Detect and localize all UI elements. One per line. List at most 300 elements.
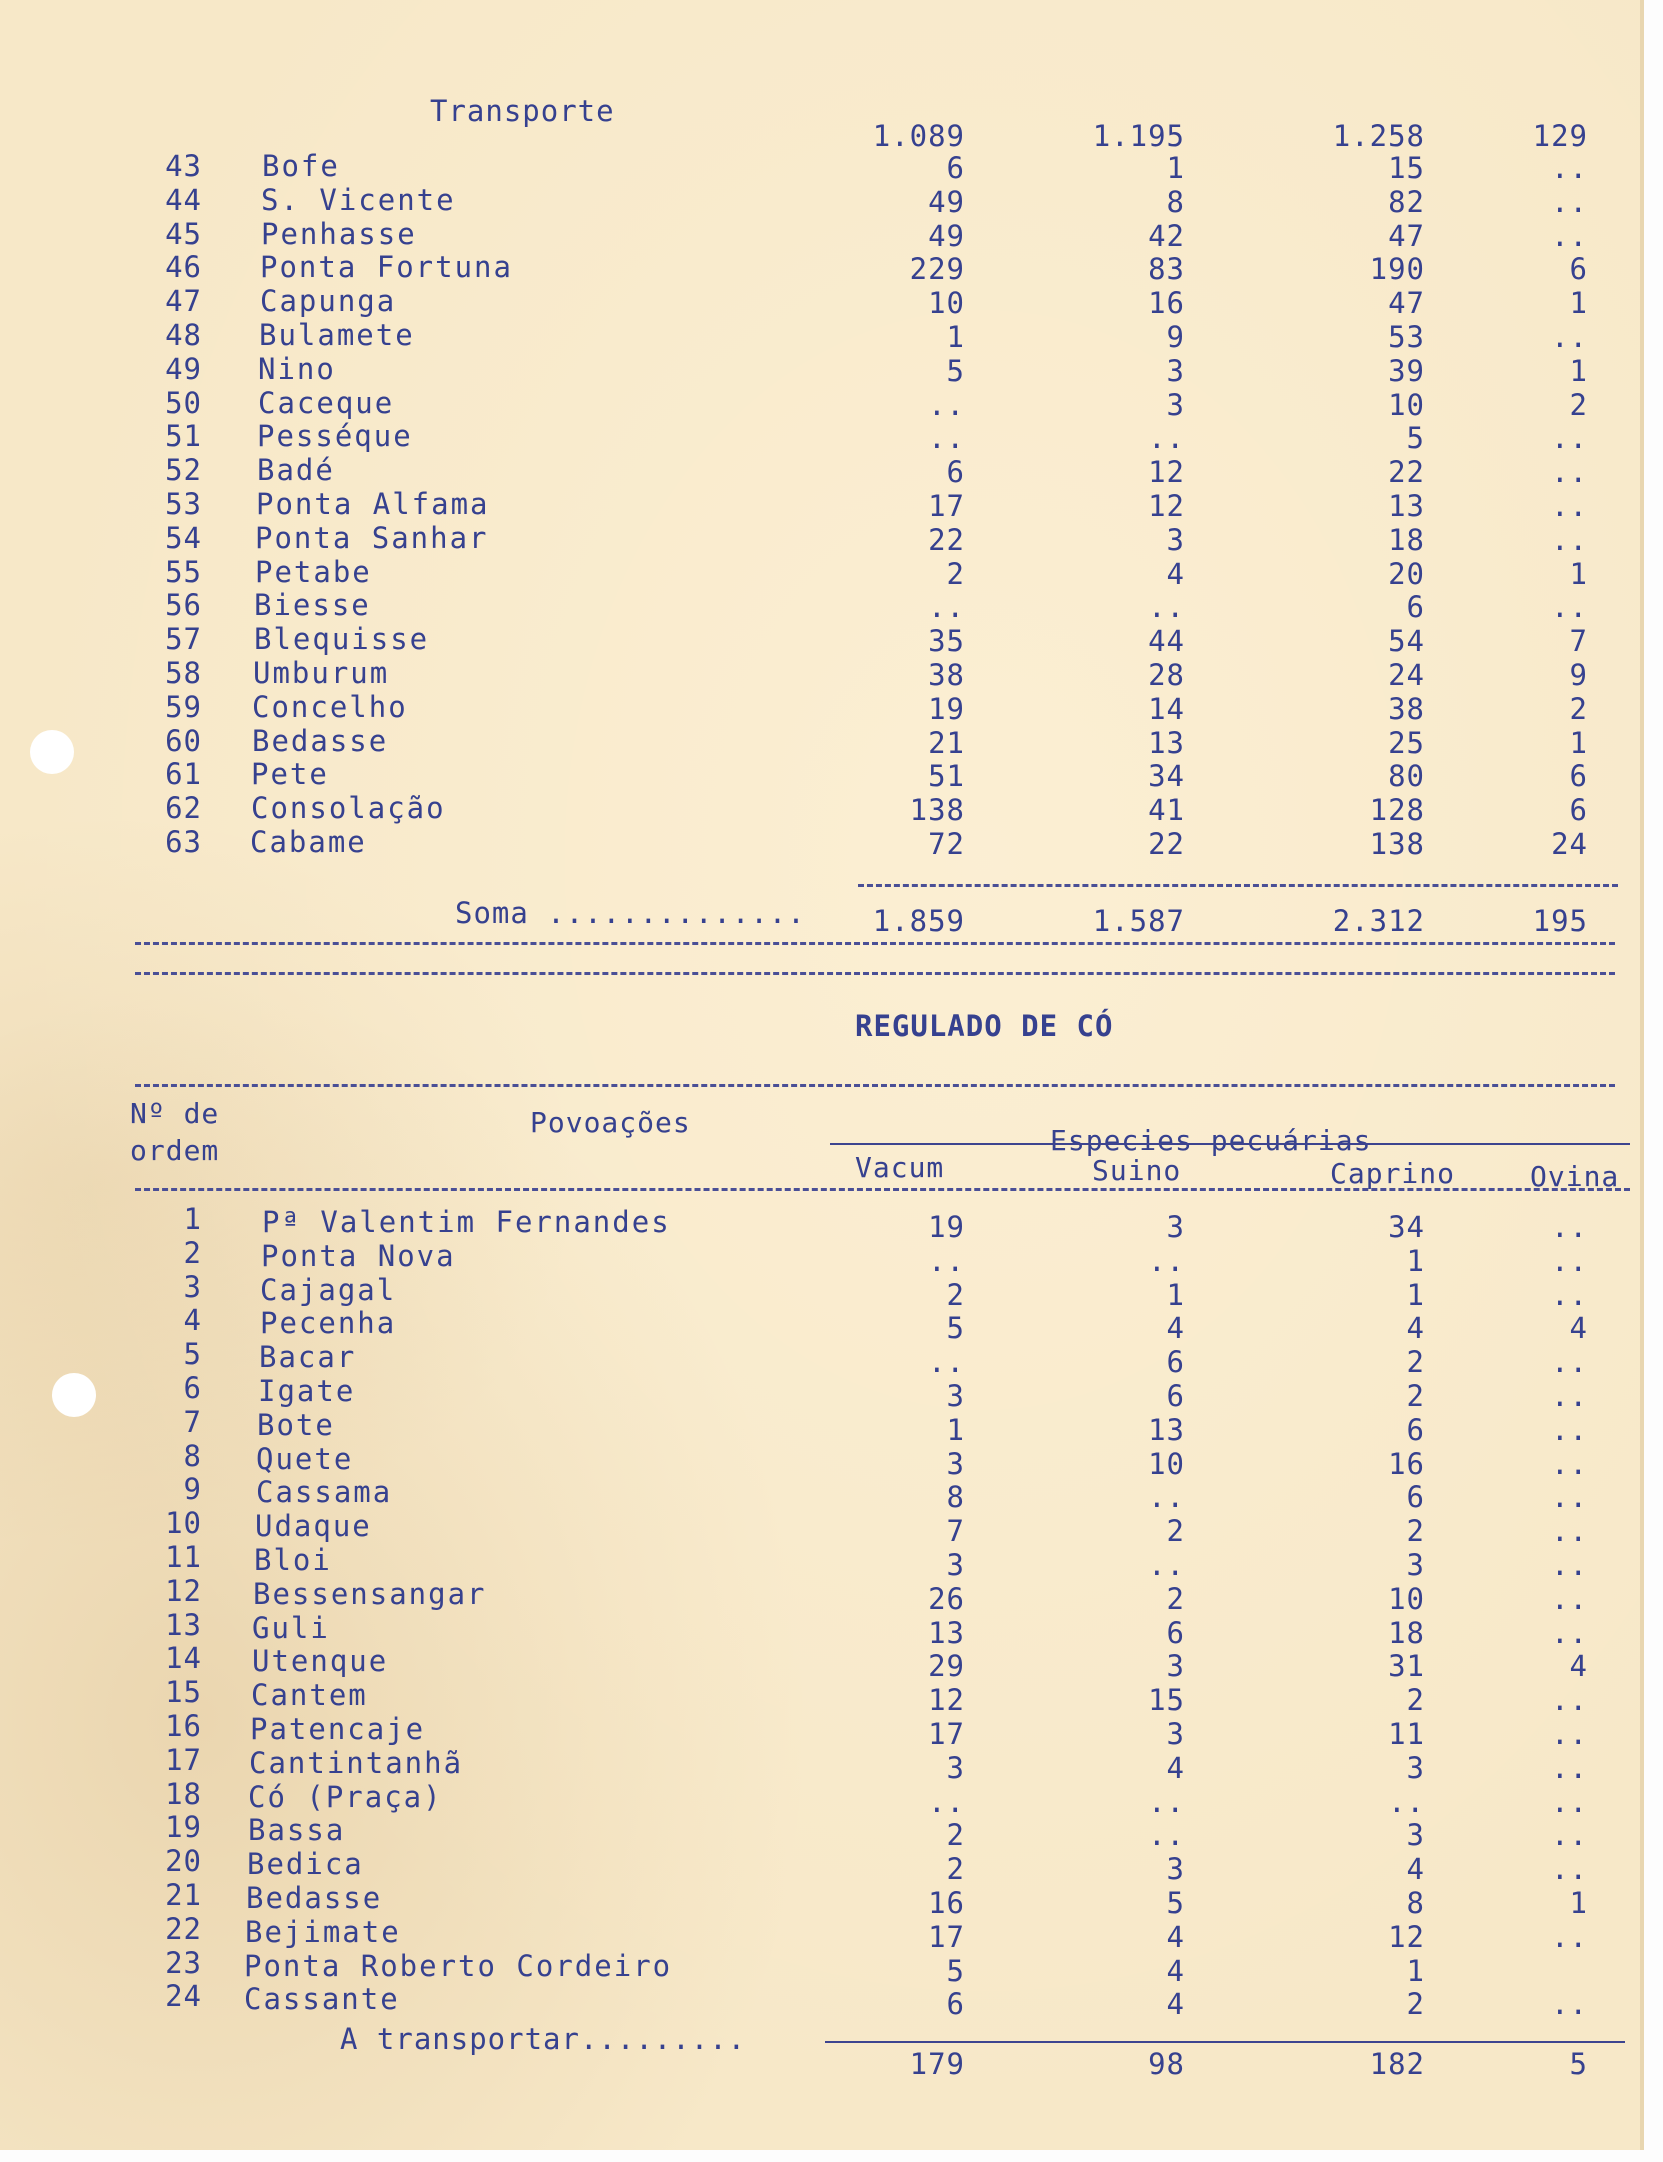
row-value-col2: 6: [1166, 1379, 1185, 1413]
settlement-name: Bejimate: [245, 1914, 401, 1949]
settlement-name: Utenque: [252, 1644, 389, 1679]
row-value-col3: 2: [1406, 1514, 1425, 1549]
row-value-col4: 7: [1569, 624, 1588, 659]
row-value-col4: ..: [1551, 1784, 1588, 1819]
header-col-suino: Suino: [1092, 1154, 1182, 1187]
transport-total-col1: 1.089: [872, 119, 965, 153]
row-number: 4: [183, 1303, 202, 1338]
row-value-col4: ..: [1551, 522, 1588, 557]
header-bottom-rule: [135, 1188, 1630, 1191]
row-number: 11: [165, 1540, 202, 1574]
row-value-col1: 5: [946, 353, 965, 388]
row-value-col4: ..: [1551, 1446, 1588, 1481]
row-number: 8: [183, 1438, 202, 1473]
row-number: 59: [165, 689, 202, 724]
row-value-col2: 4: [1166, 1750, 1185, 1785]
row-number: 62: [165, 791, 202, 826]
settlement-name: Nino: [258, 351, 336, 386]
row-value-col4: 24: [1551, 827, 1588, 861]
header-ordem: ordem: [130, 1134, 220, 1167]
row-value-col1: 10: [928, 286, 965, 321]
row-number: 57: [165, 622, 202, 657]
settlement-name: Petabe: [255, 554, 372, 589]
row-value-col1: 2: [946, 1852, 965, 1887]
settlement-name: Ponta Fortuna: [260, 250, 513, 285]
row-value-col2: 3: [1166, 353, 1185, 388]
row-value-col1: ..: [928, 1243, 965, 1278]
settlement-name: Bessensangar: [253, 1576, 487, 1611]
row-value-col1: 2: [946, 1818, 965, 1853]
row-value-col2: ..: [1148, 1243, 1185, 1278]
row-value-col3: 47: [1388, 286, 1425, 321]
row-value-col1: 12: [928, 1683, 965, 1718]
transportar-total-col2: 98: [1148, 2047, 1185, 2081]
row-value-col1: ..: [928, 421, 965, 456]
row-value-col4: 6: [1569, 793, 1588, 828]
header-col-vacum: Vacum: [855, 1151, 945, 1184]
row-value-col4: 1: [1569, 556, 1588, 591]
row-number: 22: [165, 1911, 202, 1946]
row-value-col4: ..: [1551, 1379, 1588, 1413]
row-number: 3: [183, 1269, 202, 1304]
row-value-col3: 190: [1369, 252, 1425, 287]
settlement-name: Ponta Nova: [261, 1238, 456, 1273]
row-value-col4: ..: [1551, 489, 1588, 523]
row-value-col2: ..: [1148, 1480, 1185, 1515]
row-value-col4: ..: [1551, 1581, 1588, 1616]
row-value-col4: 6: [1569, 252, 1588, 287]
settlement-name: Udaque: [255, 1509, 372, 1544]
sum-rule: [858, 884, 1618, 887]
row-value-col4: ..: [1551, 1345, 1588, 1380]
row-value-col3: 5: [1406, 421, 1425, 456]
row-value-col2: 4: [1166, 1987, 1185, 2022]
header-povoacoes: Povoações: [530, 1106, 691, 1139]
row-value-col1: 17: [928, 489, 965, 523]
row-value-col2: 4: [1166, 1953, 1185, 1988]
row-value-col1: 2: [946, 1277, 965, 1312]
row-value-col2: 15: [1148, 1683, 1185, 1718]
settlement-name: Igate: [258, 1374, 356, 1408]
settlement-name: Caceque: [258, 385, 395, 420]
row-value-col2: ..: [1148, 1784, 1185, 1819]
row-value-col2: 13: [1148, 1412, 1185, 1447]
row-number: 55: [165, 554, 202, 589]
settlement-name: Bloi: [254, 1543, 332, 1577]
settlement-name: Bedica: [247, 1847, 364, 1882]
row-value-col1: 29: [928, 1649, 965, 1684]
row-value-col1: 3: [946, 1379, 965, 1413]
row-number: 14: [165, 1641, 202, 1676]
row-value-col4: 2: [1569, 691, 1588, 726]
row-value-col2: 2: [1166, 1581, 1185, 1616]
row-number: 15: [165, 1675, 202, 1710]
row-value-col2: 34: [1148, 759, 1185, 794]
row-value-col2: 2: [1166, 1514, 1185, 1549]
row-value-col4: 4: [1569, 1311, 1588, 1346]
row-value-col2: 3: [1166, 387, 1185, 422]
row-number: 16: [165, 1709, 202, 1743]
settlement-name: Consolação: [251, 791, 446, 826]
row-value-col3: 18: [1388, 522, 1425, 557]
settlement-name: Bacar: [259, 1340, 357, 1375]
row-value-col1: 16: [928, 1886, 965, 1920]
row-value-col4: ..: [1551, 1277, 1588, 1312]
row-value-col3: 54: [1388, 624, 1425, 659]
row-value-col2: 3: [1166, 1210, 1185, 1244]
row-number: 20: [165, 1844, 202, 1879]
soma-label: Soma ..............: [455, 896, 806, 930]
soma-total-col2: 1.587: [1092, 904, 1185, 938]
row-value-col1: 13: [928, 1615, 965, 1650]
row-value-col3: 12: [1388, 1919, 1425, 1954]
settlement-name: Ponta Sanhar: [255, 520, 489, 555]
row-value-col1: 35: [928, 624, 965, 659]
row-value-col3: 6: [1406, 590, 1425, 625]
settlement-name: Ponta Roberto Cordeiro: [244, 1948, 673, 1983]
row-value-col1: ..: [928, 1345, 965, 1380]
transportar-total-col4: 5: [1569, 2047, 1588, 2081]
row-value-col1: 8: [946, 1480, 965, 1515]
row-value-col3: 2: [1406, 1683, 1425, 1718]
row-value-col2: 1: [1166, 151, 1185, 185]
row-value-col3: 8: [1406, 1886, 1425, 1920]
row-value-col1: 3: [946, 1548, 965, 1582]
row-value-col1: ..: [928, 590, 965, 625]
row-number: 13: [165, 1607, 202, 1642]
row-value-col1: ..: [928, 387, 965, 422]
row-number: 63: [165, 825, 202, 859]
row-value-col2: ..: [1148, 421, 1185, 456]
row-number: 58: [165, 656, 202, 690]
settlement-name: S. Vicente: [261, 182, 456, 217]
row-value-col4: ..: [1551, 1818, 1588, 1853]
row-value-col2: 3: [1166, 1852, 1185, 1887]
row-value-col1: 51: [928, 759, 965, 794]
row-value-col3: 24: [1388, 658, 1425, 692]
row-value-col1: ..: [928, 1784, 965, 1819]
row-value-col1: 229: [909, 252, 965, 287]
row-value-col4: ..: [1551, 1919, 1588, 1954]
row-value-col1: 17: [928, 1919, 965, 1954]
row-value-col2: 5: [1166, 1886, 1185, 1920]
row-number: 19: [165, 1810, 202, 1845]
settlement-name: Capunga: [260, 284, 397, 319]
row-number: 51: [165, 419, 202, 454]
transportar-total-col1: 179: [909, 2047, 965, 2081]
row-value-col2: 6: [1166, 1615, 1185, 1650]
row-value-col4: ..: [1551, 1548, 1588, 1582]
row-value-col1: 5: [946, 1311, 965, 1346]
row-value-col2: 3: [1166, 522, 1185, 557]
row-value-col2: 4: [1166, 1311, 1185, 1346]
row-value-col3: 6: [1406, 1412, 1425, 1447]
row-value-col2: 14: [1148, 691, 1185, 726]
settlement-name: Bedasse: [246, 1881, 383, 1915]
settlement-name: Quete: [256, 1441, 354, 1476]
row-value-col4: ..: [1551, 1514, 1588, 1549]
settlement-name: Bedasse: [252, 723, 389, 758]
row-value-col4: ..: [1551, 1615, 1588, 1650]
row-value-col3: 2: [1406, 1379, 1425, 1413]
row-value-col1: 6: [946, 1987, 965, 2022]
settlement-name: Bulamete: [259, 318, 415, 352]
row-value-col4: ..: [1551, 421, 1588, 456]
row-value-col2: 3: [1166, 1717, 1185, 1751]
settlement-name: Badé: [257, 453, 335, 488]
row-number: 61: [165, 757, 202, 792]
settlement-name: Cassante: [244, 1982, 400, 2017]
row-value-col4: ..: [1551, 1683, 1588, 1718]
row-value-col4: 1: [1569, 286, 1588, 321]
row-value-col3: 6: [1406, 1480, 1425, 1515]
row-number: 17: [165, 1742, 202, 1777]
row-value-col3: 39: [1388, 353, 1425, 388]
row-value-col3: 1: [1406, 1243, 1425, 1278]
row-value-col4: 1: [1569, 353, 1588, 388]
transport-total-col3: 1.258: [1332, 119, 1425, 153]
row-value-col3: 1: [1406, 1277, 1425, 1312]
soma-total-col3: 2.312: [1332, 904, 1425, 938]
transport-total-col2: 1.195: [1092, 119, 1185, 153]
row-value-col3: 1: [1406, 1953, 1425, 1988]
row-value-col4: 2: [1569, 387, 1588, 422]
row-value-col2: ..: [1148, 590, 1185, 625]
row-value-col4: 4: [1569, 1649, 1588, 1684]
row-value-col3: 38: [1388, 691, 1425, 726]
row-value-col1: 19: [928, 691, 965, 726]
row-value-col3: 13: [1388, 489, 1425, 523]
header-col-ovina: Ovina: [1530, 1160, 1620, 1193]
row-value-col1: 22: [928, 522, 965, 557]
row-number: 21: [165, 1878, 202, 1912]
settlement-name: Cabame: [250, 825, 367, 859]
row-value-col4: ..: [1551, 1243, 1588, 1278]
header-top-rule: [135, 1084, 1615, 1087]
row-value-col2: 6: [1166, 1345, 1185, 1380]
settlement-name: Umburum: [253, 656, 390, 690]
row-value-col3: 3: [1406, 1818, 1425, 1853]
row-value-col3: 3: [1406, 1750, 1425, 1785]
row-value-col2: 12: [1148, 489, 1185, 523]
header-col-caprino: Caprino: [1330, 1157, 1456, 1190]
row-value-col4: ..: [1551, 1480, 1588, 1515]
row-value-col3: 18: [1388, 1615, 1425, 1650]
transport-label: Transporte: [430, 94, 615, 128]
row-value-col1: 5: [946, 1953, 965, 1988]
settlement-name: Concelho: [252, 689, 408, 724]
settlement-name: Cassama: [256, 1475, 393, 1510]
row-number: 44: [165, 182, 202, 217]
row-value-col3: 22: [1388, 455, 1425, 490]
row-value-col1: 26: [928, 1581, 965, 1616]
row-value-col3: 138: [1369, 827, 1425, 861]
row-number: 47: [165, 284, 202, 319]
row-value-col3: 34: [1388, 1210, 1425, 1244]
row-value-col2: ..: [1148, 1818, 1185, 1853]
header-especies: Especies pecuárias: [1050, 1124, 1372, 1157]
row-value-col3: 4: [1406, 1852, 1425, 1887]
row-number: 50: [165, 385, 202, 420]
row-value-col2: 28: [1148, 658, 1185, 692]
settlement-name: Ponta Alfama: [256, 487, 490, 521]
row-value-col4: ..: [1551, 590, 1588, 625]
row-number: 23: [165, 1945, 202, 1980]
settlement-name: Pesséque: [257, 419, 413, 454]
row-value-col4: ..: [1551, 184, 1588, 219]
row-value-col1: 7: [946, 1514, 965, 1549]
row-value-col3: 11: [1388, 1717, 1425, 1751]
row-value-col1: 3: [946, 1750, 965, 1785]
row-value-col1: 49: [928, 218, 965, 253]
row-value-col1: 38: [928, 658, 965, 692]
row-value-col4: ..: [1551, 218, 1588, 253]
row-value-col4: ..: [1551, 1717, 1588, 1751]
row-value-col2: 83: [1148, 252, 1185, 287]
row-number: 54: [165, 520, 202, 555]
row-number: 1: [183, 1202, 202, 1236]
settlement-name: Guli: [252, 1610, 330, 1645]
settlement-name: Có (Praça): [248, 1779, 443, 1814]
settlement-name: Patencaje: [250, 1712, 426, 1746]
row-value-col3: ..: [1388, 1784, 1425, 1819]
row-number: 12: [165, 1573, 202, 1608]
row-value-col3: 4: [1406, 1311, 1425, 1346]
row-number: 45: [165, 216, 202, 251]
row-number: 5: [183, 1337, 202, 1372]
row-value-col2: 9: [1166, 320, 1185, 354]
transportar-label: A transportar.........: [340, 2022, 747, 2056]
settlement-name: Penhasse: [261, 216, 417, 251]
row-value-col1: 72: [928, 827, 965, 861]
row-value-col3: 25: [1388, 725, 1425, 760]
settlement-name: Bote: [257, 1407, 335, 1442]
row-value-col3: 10: [1388, 1581, 1425, 1616]
row-number: 49: [165, 351, 202, 386]
row-value-col2: 8: [1166, 184, 1185, 219]
row-value-col1: 3: [946, 1446, 965, 1481]
row-number: 7: [183, 1404, 202, 1439]
row-value-col1: 49: [928, 184, 965, 219]
settlement-name: Bassa: [248, 1813, 346, 1848]
row-value-col3: 47: [1388, 218, 1425, 253]
row-number: 60: [165, 723, 202, 758]
transport-total-col4: 129: [1532, 119, 1588, 153]
header-ordem: Nº de: [130, 1097, 220, 1130]
punch-hole: [52, 1373, 96, 1417]
row-value-col3: 31: [1388, 1649, 1425, 1684]
row-value-col1: 6: [946, 151, 965, 185]
section-divider: [135, 942, 1615, 945]
settlement-name: Blequisse: [254, 622, 430, 657]
total-rule: [825, 2041, 1625, 2043]
row-value-col4: ..: [1551, 151, 1588, 185]
header-underline: [830, 1143, 1630, 1145]
row-value-col4: 9: [1569, 658, 1588, 692]
row-value-col1: 1: [946, 320, 965, 354]
settlement-name: Cantintanhã: [249, 1745, 464, 1780]
row-value-col1: 1: [946, 1412, 965, 1447]
settlement-name: Pecenha: [260, 1306, 397, 1341]
row-number: 46: [165, 250, 202, 285]
settlement-name: Pª Valentim Fernandes: [262, 1205, 671, 1239]
row-value-col2: 22: [1148, 827, 1185, 861]
row-value-col4: 1: [1569, 725, 1588, 760]
row-value-col3: 128: [1369, 793, 1425, 828]
settlement-name: Pete: [251, 757, 329, 792]
settlement-name: Biesse: [254, 588, 371, 623]
settlement-name: Cajagal: [260, 1272, 397, 1307]
row-value-col4: ..: [1551, 1987, 1588, 2022]
row-number: 18: [165, 1776, 202, 1811]
row-number: 9: [183, 1472, 202, 1507]
row-value-col4: ..: [1551, 455, 1588, 490]
settlement-name: Bofe: [262, 149, 340, 183]
row-value-col2: 1: [1166, 1277, 1185, 1312]
soma-total-col4: 195: [1532, 904, 1588, 938]
row-number: 6: [183, 1371, 202, 1405]
punch-hole: [30, 730, 74, 774]
row-value-col4: ..: [1551, 1412, 1588, 1447]
row-value-col2: ..: [1148, 1548, 1185, 1582]
row-value-col2: 4: [1166, 556, 1185, 591]
row-value-col4: 6: [1569, 759, 1588, 794]
row-value-col4: ..: [1551, 320, 1588, 354]
row-number: 24: [165, 1979, 202, 2014]
row-value-col2: 3: [1166, 1649, 1185, 1684]
row-value-col4: ..: [1551, 1852, 1588, 1887]
settlement-name: Cantem: [251, 1678, 368, 1713]
row-value-col3: 16: [1388, 1446, 1425, 1481]
row-value-col2: 16: [1148, 286, 1185, 321]
row-value-col1: 138: [909, 793, 965, 828]
row-value-col2: 12: [1148, 455, 1185, 490]
row-value-col1: 21: [928, 725, 965, 760]
region-title: REGULADO DE CÓ: [855, 1009, 1114, 1043]
row-value-col2: 41: [1148, 793, 1185, 828]
section-divider: [135, 972, 1615, 975]
row-value-col3: 20: [1388, 556, 1425, 591]
row-value-col1: 19: [928, 1210, 965, 1244]
row-value-col3: 2: [1406, 1345, 1425, 1380]
row-number: 10: [165, 1506, 202, 1541]
row-number: 52: [165, 453, 202, 488]
transportar-total-col3: 182: [1369, 2047, 1425, 2081]
row-value-col2: 42: [1148, 218, 1185, 253]
row-value-col4: 1: [1569, 1886, 1588, 1920]
row-number: 43: [165, 149, 202, 183]
row-value-col2: 44: [1148, 624, 1185, 659]
row-value-col2: 10: [1148, 1446, 1185, 1481]
row-number: 2: [183, 1235, 202, 1270]
row-value-col3: 80: [1388, 759, 1425, 794]
row-value-col3: 15: [1388, 151, 1425, 185]
row-value-col1: 2: [946, 556, 965, 591]
row-value-col3: 2: [1406, 1987, 1425, 2022]
row-value-col4: ..: [1551, 1750, 1588, 1785]
row-value-col1: 6: [946, 455, 965, 490]
soma-total-col1: 1.859: [872, 904, 965, 938]
row-number: 48: [165, 318, 202, 352]
row-number: 53: [165, 487, 202, 521]
row-value-col3: 10: [1388, 387, 1425, 422]
row-value-col4: ..: [1551, 1210, 1588, 1244]
row-value-col3: 3: [1406, 1548, 1425, 1582]
row-value-col3: 53: [1388, 320, 1425, 354]
row-value-col2: 4: [1166, 1919, 1185, 1954]
row-value-col1: 17: [928, 1717, 965, 1751]
row-value-col3: 82: [1388, 184, 1425, 219]
